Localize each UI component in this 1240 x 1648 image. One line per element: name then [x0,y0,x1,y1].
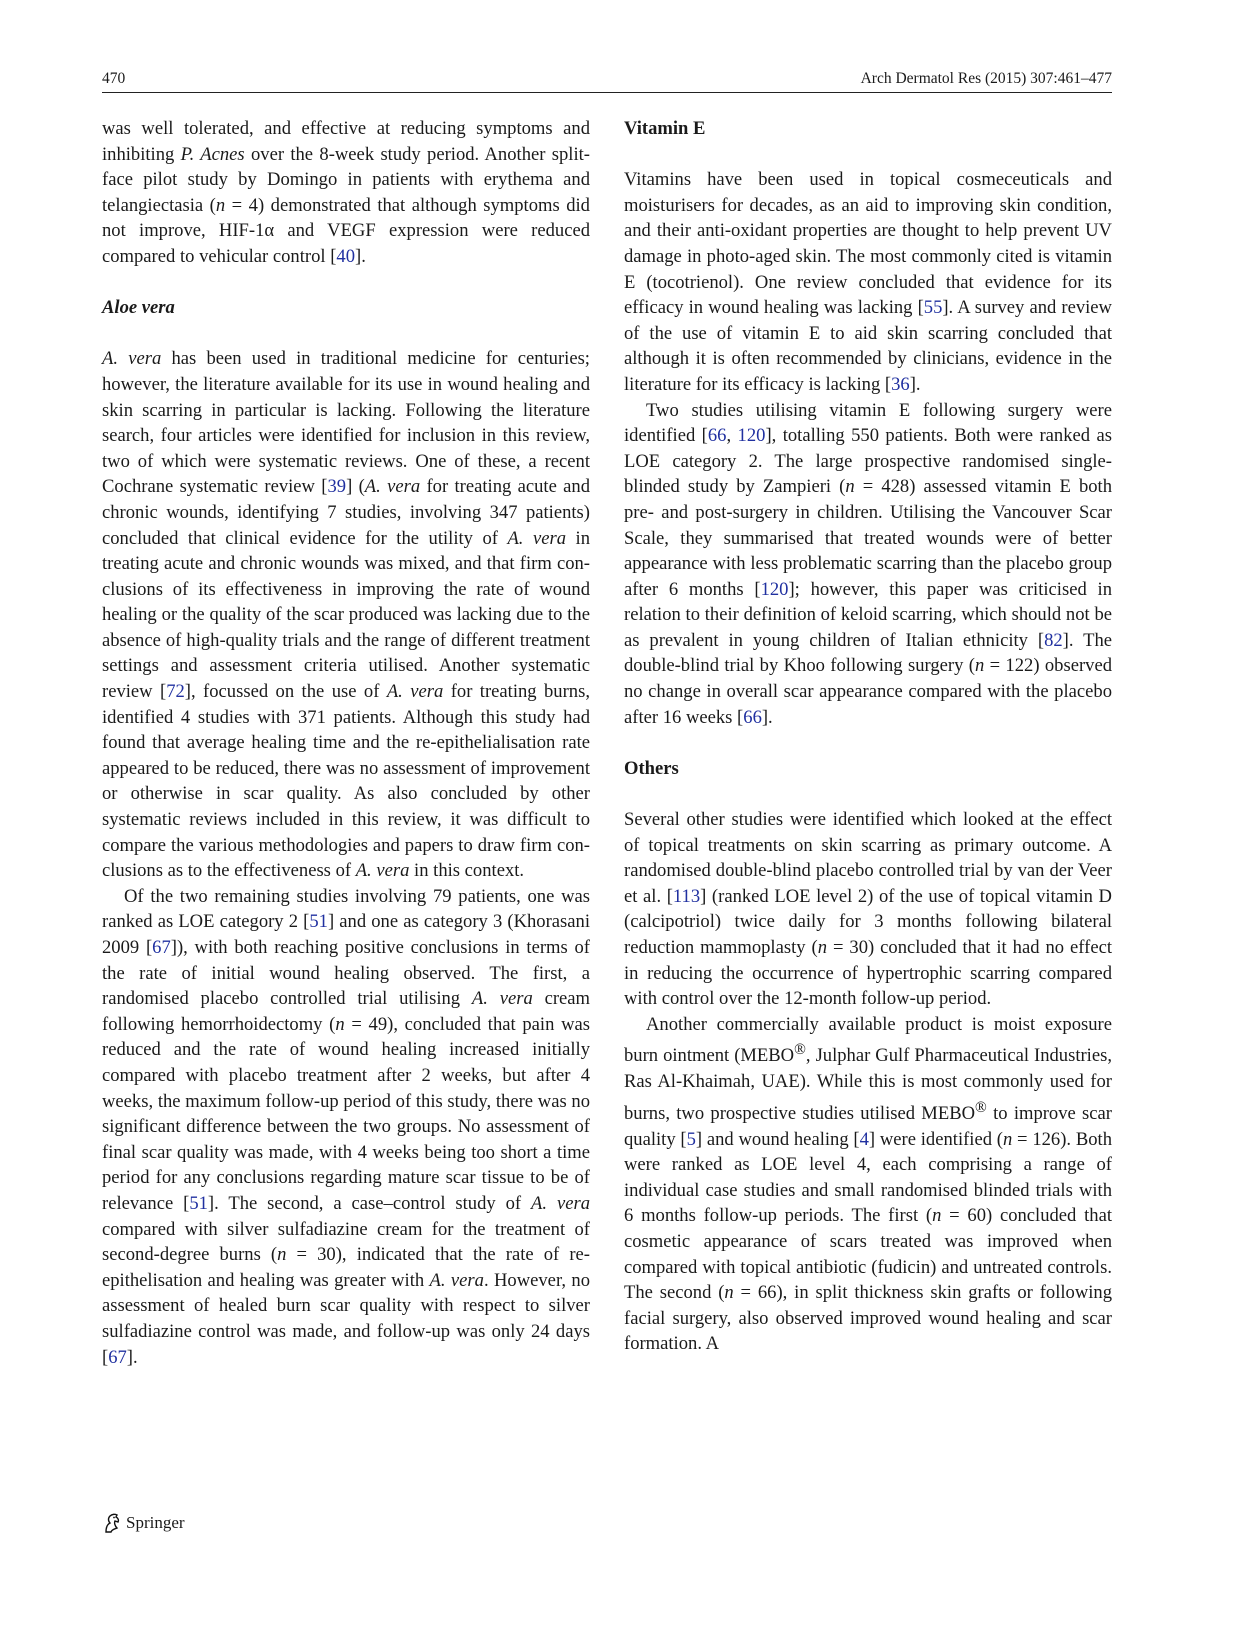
section-heading-aloe-vera: Aloe vera [102,297,175,319]
citation-link[interactable]: 40 [336,245,355,267]
left-column [102,116,590,1370]
citation-link[interactable]: 67 [108,1346,127,1368]
citation-link[interactable]: 113 [672,885,701,907]
publisher-name: Springer [126,1513,185,1532]
paragraph-aloe-studies: Of the two remaining studies involving 79 patients, one was ranked as LOE category 2 [51] and one as category 3 (Khorasani 2009 [67]), with both reaching positive conclusions in terms of the rate of initial wound healing observed. The first, a randomised placebo controlled trial utilising A. vera cream following hemorrhoidectomy (n = 49), concluded that pain was reduced and the rate of wound healing increased initially compared with placebo treatment after 2 weeks, but after 4 weeks, the maximum follow-up period of this study, there was no significant difference between the two groups. No assessment of final scar quality was made, with 4 weeks being too short a time period for any conclusions regarding mature scar tissue to be of relevance [51]. The second, a case–control study of A. vera compared with silver sulfadiazine cream for the treatment of second-degree burns (n = 30), indicated that the rate of re-epithelisation and healing was greater with A. vera. However, no assessment of healed burn scar quality with respect to silver sulfadiazine control was made, and follow-up was only 24 days [67]. [102,885,590,1368]
paragraph-vitamin-e-intro: Vitamins have been used in topical cosmeceuticals and moisturisers for decades, as an aid to improving skin condition, and their anti-oxidant properties are thought to help prevent UV damage in photo-aged skin. The most commonly cited is vitamin E (tocotrienol). One review concluded that evidence for its efficacy in wound healing was lacking [55]. A survey and review of the use of vitamin E to aid skin scarring concluded that although it is often recommended by clinicians, evidence in the literature for its efficacy is lacking [36]. [624,169,1112,395]
paragraph-others-intro: Several other studies were identified which looked at the effect of topical treatments on skin scarring as primary outcome. A randomised double-blind placebo controlled trial by van der Veer et al. [113] (ranked LOE level 2) of the use of topical vitamin D (calcipotriol) twice daily for 3 months following bilateral reduction mammoplasty (n = 30) concluded that it had no effect in reducing the occurrence of hypertrophic scarring compared with control over the 12-month follow-up period. [624,809,1112,1010]
journal-citation: Arch Dermatol Res (2015) 307:461–477 [860,70,1112,87]
citation-link[interactable]: 66 [707,425,727,447]
citation-link[interactable]: 4 [859,1128,869,1150]
citation-link[interactable]: 51 [189,1192,208,1214]
publisher-footer [102,1512,185,1534]
citation-link[interactable]: 5 [686,1128,696,1150]
citation-link[interactable]: 72 [166,681,185,703]
section-heading-others: Others [624,757,679,779]
paragraph-rosacea-end: was well tolerated, and effective at reducing symptoms and inhibiting P. Acnes over the 8-week study period. Another split-face pilot study by Domingo in patients with erythema and telangiectasia (n = 4) demonstrated that although symptoms did not improve, HIF-1α and VEGF expression were reduced compared to vehicular control [40]. [102,118,590,267]
citation-link[interactable]: 66 [743,706,762,728]
springer-horse-icon [102,1512,122,1534]
page-number: 470 [102,70,126,87]
paragraph-mebo: Another commercially available product is moist exposure burn ointment (MEBO®, Julphar Gulf Pharmaceutical Industries, Ras Al-Khaimah, UAE). While this is most commonly used for burns, two prospective studies utilised MEBO® to improve scar quality [5] and wound healing [4] were identified (n = 126). Both were ranked as LOE level 4, each comprising a range of individual case studies and small randomised blinded trials with 6 months follow-up periods. The first (n = 60) concluded that cosmetic appearance of scars treated was improved when compared with topical antibiotic (fudicin) and untreated controls. The second (n = 66), in split thickness skin grafts or following facial surgery, also observed improved wound healing and scar formation. A [624,1013,1113,1355]
section-heading-vitamin-e: Vitamin E [624,118,706,139]
citation-link[interactable]: 36 [891,373,910,395]
citation-link[interactable]: 51 [309,911,328,933]
citation-link[interactable]: 120 [760,578,789,600]
citation-link[interactable]: 55 [923,297,943,319]
citation-link[interactable]: 82 [1044,629,1063,651]
citation-link[interactable]: 120 [737,425,766,447]
running-header [102,66,1112,93]
paragraph-aloe-intro: A. vera has been used in traditional medicine for centuries; however, the literature available for its use in wound healing and skin scarring in particular is lacking. Following the literature search, four articles were identified for inclusion in this review, two of which were systematic reviews. One of these, a recent Cochrane systematic review [39] (A. vera for treating acute and chronic wounds, identifying 7 studies, involving 347 patients) concluded that clinical evidence for the utility of A. vera in treating acute and chronic wounds was mixed, and that firm conclusions of its effectiveness in improving the rate of wound healing or the quality of the scar produced was lacking due to the absence of high-quality trials and the range of different treatment settings and assessment criteria utilised. Another systematic review [72], focussed on the use of A. vera for treating burns, identified 4 studies with 371 patients. Although this study had found that average healing time and the re-epithelialisation rate appeared to be reduced, there was no assessment of improvement or otherwise in scar quality. As also concluded by other systematic reviews included in this review, it was difficult to compare the various methodologies and papers to draw firm conclusions as to the effectiveness of A. vera in this context. [102,348,590,882]
paragraph-vitamin-e-studies: Two studies utilising vitamin E following surgery were identified [66, 120], totalling 550 patients. Both were ranked as LOE category 2. The large prospective randomised single-blinded study by Zampieri (n = 428) assessed vitamin E both pre- and post-surgery in children. Utilising the Vancouver Scar Scale, they summarised that treated wounds were of better appearance with less problematic scarring than the placebo group after 6 months [120]; however, this paper was criticised in relation to their definition of keloid scarring, which should not be as prevalent in young children of Italian ethnicity [82]. The double-blind trial by Khoo following surgery (n = 122) observed no change in overall scar appearance compared with the placebo after 16 weeks [66]. [624,399,1113,728]
citation-link[interactable]: 39 [327,476,347,498]
citation-link[interactable]: 67 [152,937,171,958]
right-column [624,116,1112,1357]
